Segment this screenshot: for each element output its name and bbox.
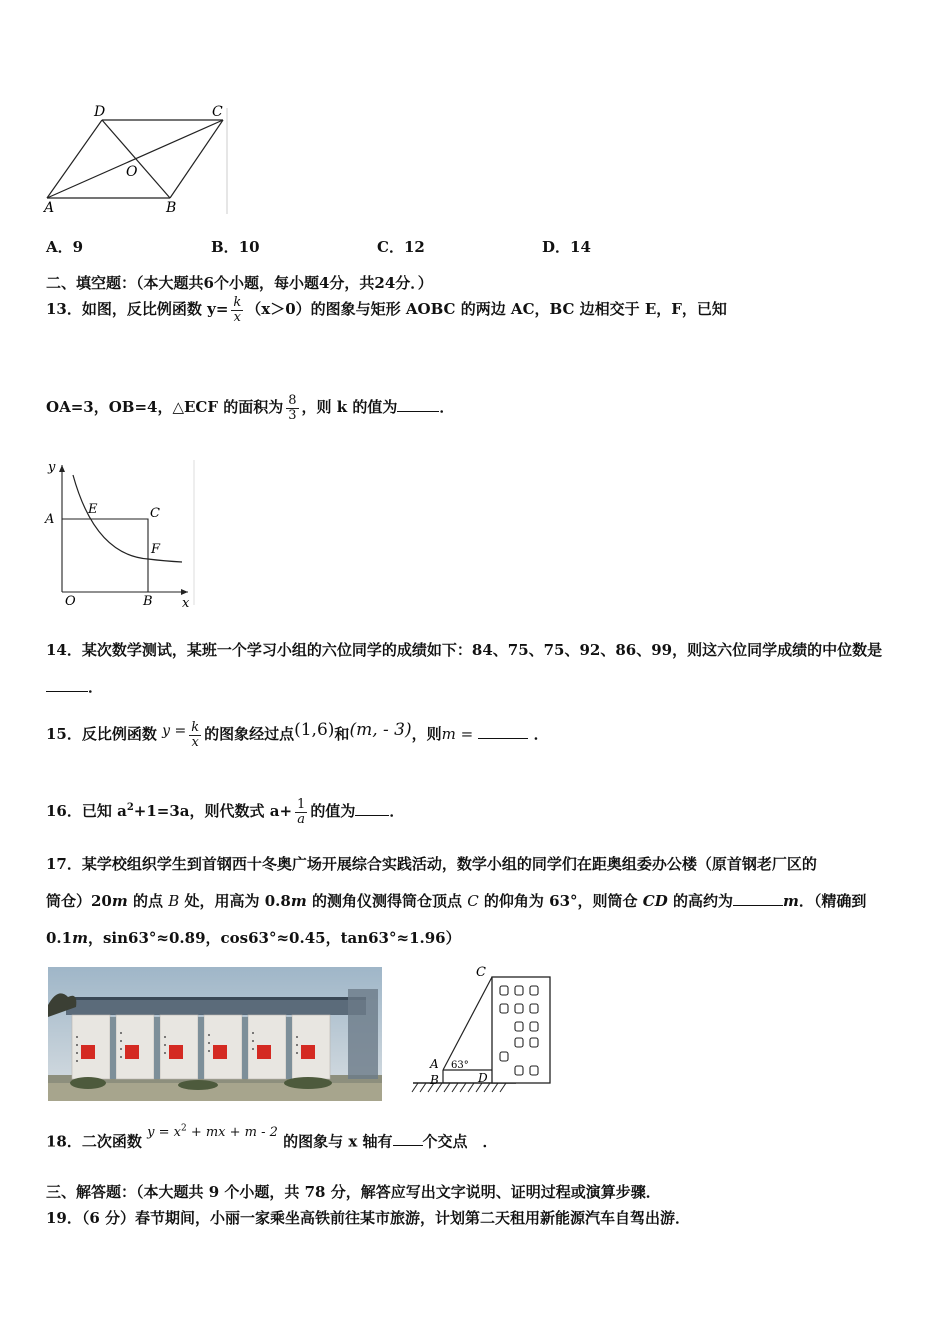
option-b: B．10	[211, 238, 260, 256]
q14-line2: ．	[46, 676, 103, 697]
label-x: x	[182, 596, 190, 610]
answer-blank-15	[478, 724, 528, 739]
label-C: C	[212, 104, 223, 120]
label-O: O	[126, 164, 138, 180]
answer-blank-13	[397, 397, 439, 412]
label-C: C	[150, 506, 160, 521]
label-O: O	[65, 594, 76, 609]
label-y: y	[48, 460, 56, 475]
q17-line3: 0.1m，sin63°≈0.89，cos63°≈0.45，tan63°≈1.96）	[46, 929, 461, 947]
label-A: A	[44, 200, 55, 216]
label-F: F	[151, 542, 161, 557]
q18-expression: $y = x^2$ + mx + m - 2	[147, 1124, 278, 1141]
option-c: C．12	[377, 238, 425, 256]
q19-line: 19．（6 分）春节期间，小丽一家乘坐高铁前往某市旅游，计划第二天租用新能源汽车自驾出游．	[46, 1209, 691, 1227]
q16-fraction: $\frac{1}{a}$	[297, 797, 306, 827]
answer-blank-18	[393, 1131, 423, 1146]
q13-area-fraction: $\frac{8}{3}$	[288, 393, 297, 423]
section2-heading: 二、填空题：（本大题共6个小题，每小题4分，共24分．）	[46, 274, 433, 292]
q16-line: 16．已知 $a^2+1=3a$，则代数式 a+ $\frac{1}{a}$ 的值为 ．	[46, 797, 405, 827]
label-C: C	[476, 965, 486, 980]
q15-fraction: $\frac{k}{x}$	[191, 719, 200, 750]
q18-line: 18．二次函数 $y = x^2$ + mx + m - 2 的图象与 x 轴有 个交点 ．	[46, 1124, 498, 1151]
label-B: B	[166, 200, 177, 216]
q13-line1: 13．如图，反比例函数 y= $\frac{k}{x}$ （x＞0）的图象与矩形 AOBC 的两边 AC，BC 边相交于 E，F，已知	[46, 295, 727, 325]
label-D: D	[94, 104, 106, 120]
label-B: B	[143, 594, 153, 609]
label-B: B	[430, 1073, 439, 1087]
label-A: A	[45, 512, 55, 527]
angle-label: 63°	[451, 1060, 469, 1071]
q13-fraction: $\frac{k}{x}$	[233, 295, 242, 325]
building-photo	[48, 967, 382, 1101]
q15-line: 15．反比例函数 y = $\frac{k}{x}$ 的图象经过点(1,6)和(m, - 3)，则m = ．	[46, 719, 549, 750]
label-A: A	[430, 1057, 439, 1071]
q14-line1: 14．某次数学测试，某班一个学习小组的六位同学的成绩如下：84、75、75、92、86、99，则这六位同学成绩的中位数是	[46, 641, 883, 659]
option-d: D．14	[542, 238, 591, 256]
answer-blank-16	[355, 801, 389, 816]
label-E: E	[88, 502, 98, 517]
q13-line2: OA=3，OB=4，△ECF 的面积为 $\frac{8}{3}$ ，则 k 的值为 ．	[46, 393, 455, 423]
answer-blank-14	[46, 677, 88, 692]
option-a: A．9	[46, 238, 84, 256]
q17-line2: 筒仓）20m 的点 B 处，用高为 0.8m 的测角仪测得筒仓顶点 C 的仰角为 63°，则筒仓 CD 的高约为 m．（精确到	[46, 892, 867, 910]
parallelogram-figure	[40, 100, 240, 218]
building-diagram	[408, 962, 558, 1102]
section3-heading: 三、解答题：（本大题共 9 个小题，共 78 分，解答应写出文字说明、证明过程或演算步骤．	[46, 1183, 661, 1201]
answer-blank-17	[733, 891, 783, 906]
label-D: D	[478, 1071, 488, 1085]
q17-line1: 17．某学校组织学生到首钢西十冬奥广场开展综合实践活动，数学小组的同学们在距奥组委办公楼（原首钢老厂区的	[46, 855, 817, 873]
hyperbola-figure	[40, 455, 200, 610]
